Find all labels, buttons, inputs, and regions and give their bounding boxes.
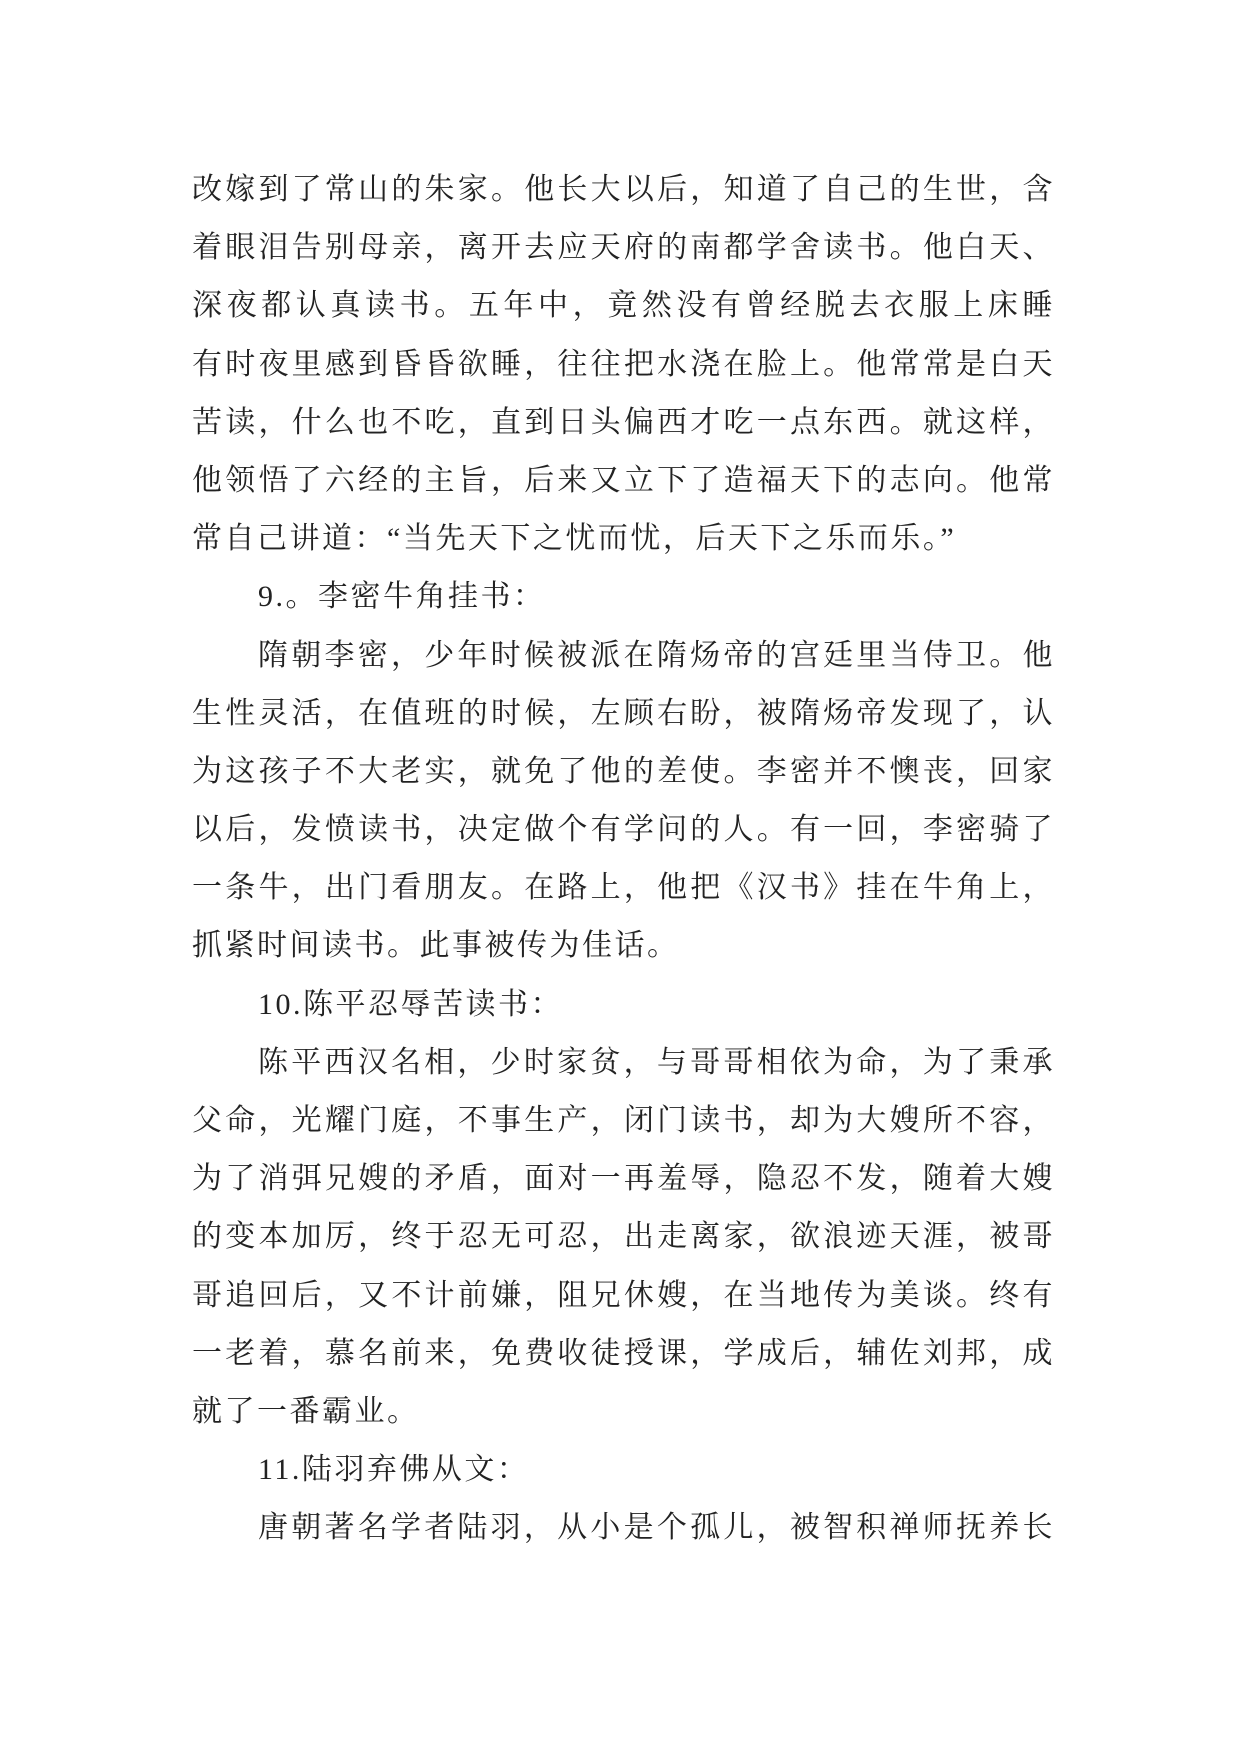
story-heading: 9.。李密牛角挂书： bbox=[258, 580, 546, 614]
paragraph-line: 一老着，慕名前来，免费收徒授课，学成后，辅佐刘邦，成 bbox=[192, 1336, 1055, 1370]
paragraph-line: 抓紧时间读书。此事被传为佳话。 bbox=[192, 929, 680, 963]
paragraph-line: 有时夜里感到昏昏欲睡，往往把水浇在脸上。他常常是白天 bbox=[192, 347, 1055, 381]
paragraph-line: 唐朝著名学者陆羽，从小是个孤儿，被智积禅师抚养长 bbox=[258, 1511, 1055, 1545]
intro-paragraph bbox=[192, 161, 1055, 568]
paragraph-line: 的变本加厉，终于忍无可忍，出走离家，欲浪迹天涯，被哥 bbox=[192, 1220, 1055, 1254]
paragraph-line: 父命，光耀门庭，不事生产，闭门读书，却为大嫂所不容， bbox=[192, 1104, 1055, 1137]
story-section bbox=[192, 568, 1055, 975]
paragraph-line: 为这孩子不大老实，就免了他的差使。李密并不懊丧，回家 bbox=[192, 754, 1055, 788]
paragraph-line: 常自己讲道：“当先天下之忧而忧，后天下之乐而乐。” bbox=[192, 522, 957, 556]
paragraph-line: 以后，发愤读书，决定做个有学问的人。有一回，李密骑了 bbox=[192, 813, 1055, 847]
story-section bbox=[192, 1441, 1055, 1557]
story-heading: 10.陈平忍辱苦读书： bbox=[258, 987, 563, 1021]
paragraph-line: 为了消弭兄嫂的矛盾，面对一再羞辱，隐忍不发，随着大嫂 bbox=[192, 1162, 1055, 1196]
paragraph-line: 他领悟了六经的主旨，后来又立下了造福天下的志向。他常 bbox=[192, 463, 1055, 497]
paragraph-line: 深夜都认真读书。五年中，竟然没有曾经脱去衣服上床睡 bbox=[192, 289, 1055, 323]
paragraph-line: 隋朝李密，少年时候被派在隋炀帝的宫廷里当侍卫。他 bbox=[258, 638, 1055, 672]
story-heading: 11.陆羽弃佛从文： bbox=[258, 1453, 530, 1487]
paragraph-line: 改嫁到了常山的朱家。他长大以后，知道了自己的生世，含 bbox=[192, 173, 1055, 206]
paragraph-line: 一条牛，出门看朋友。在路上，他把《汉书》挂在牛角上， bbox=[192, 871, 1055, 905]
paragraph-line: 苦读，什么也不吃，直到日头偏西才吃一点东西。就这样， bbox=[192, 405, 1055, 439]
story-section bbox=[192, 976, 1055, 1442]
paragraph-line: 哥追回后，又不计前嫌，阻兄休嫂，在当地传为美谈。终有 bbox=[192, 1278, 1055, 1312]
paragraph-line: 就了一番霸业。 bbox=[192, 1394, 420, 1428]
paragraph-line: 生性灵活，在值班的时候，左顾右盼，被隋炀帝发现了，认 bbox=[192, 696, 1055, 730]
document-body bbox=[192, 161, 1055, 1558]
paragraph-line: 着眼泪告别母亲，离开去应天府的南都学舍读书。他白天、 bbox=[192, 231, 1055, 265]
paragraph-line: 陈平西汉名相，少时家贫，与哥哥相依为命，为了秉承 bbox=[258, 1045, 1055, 1079]
